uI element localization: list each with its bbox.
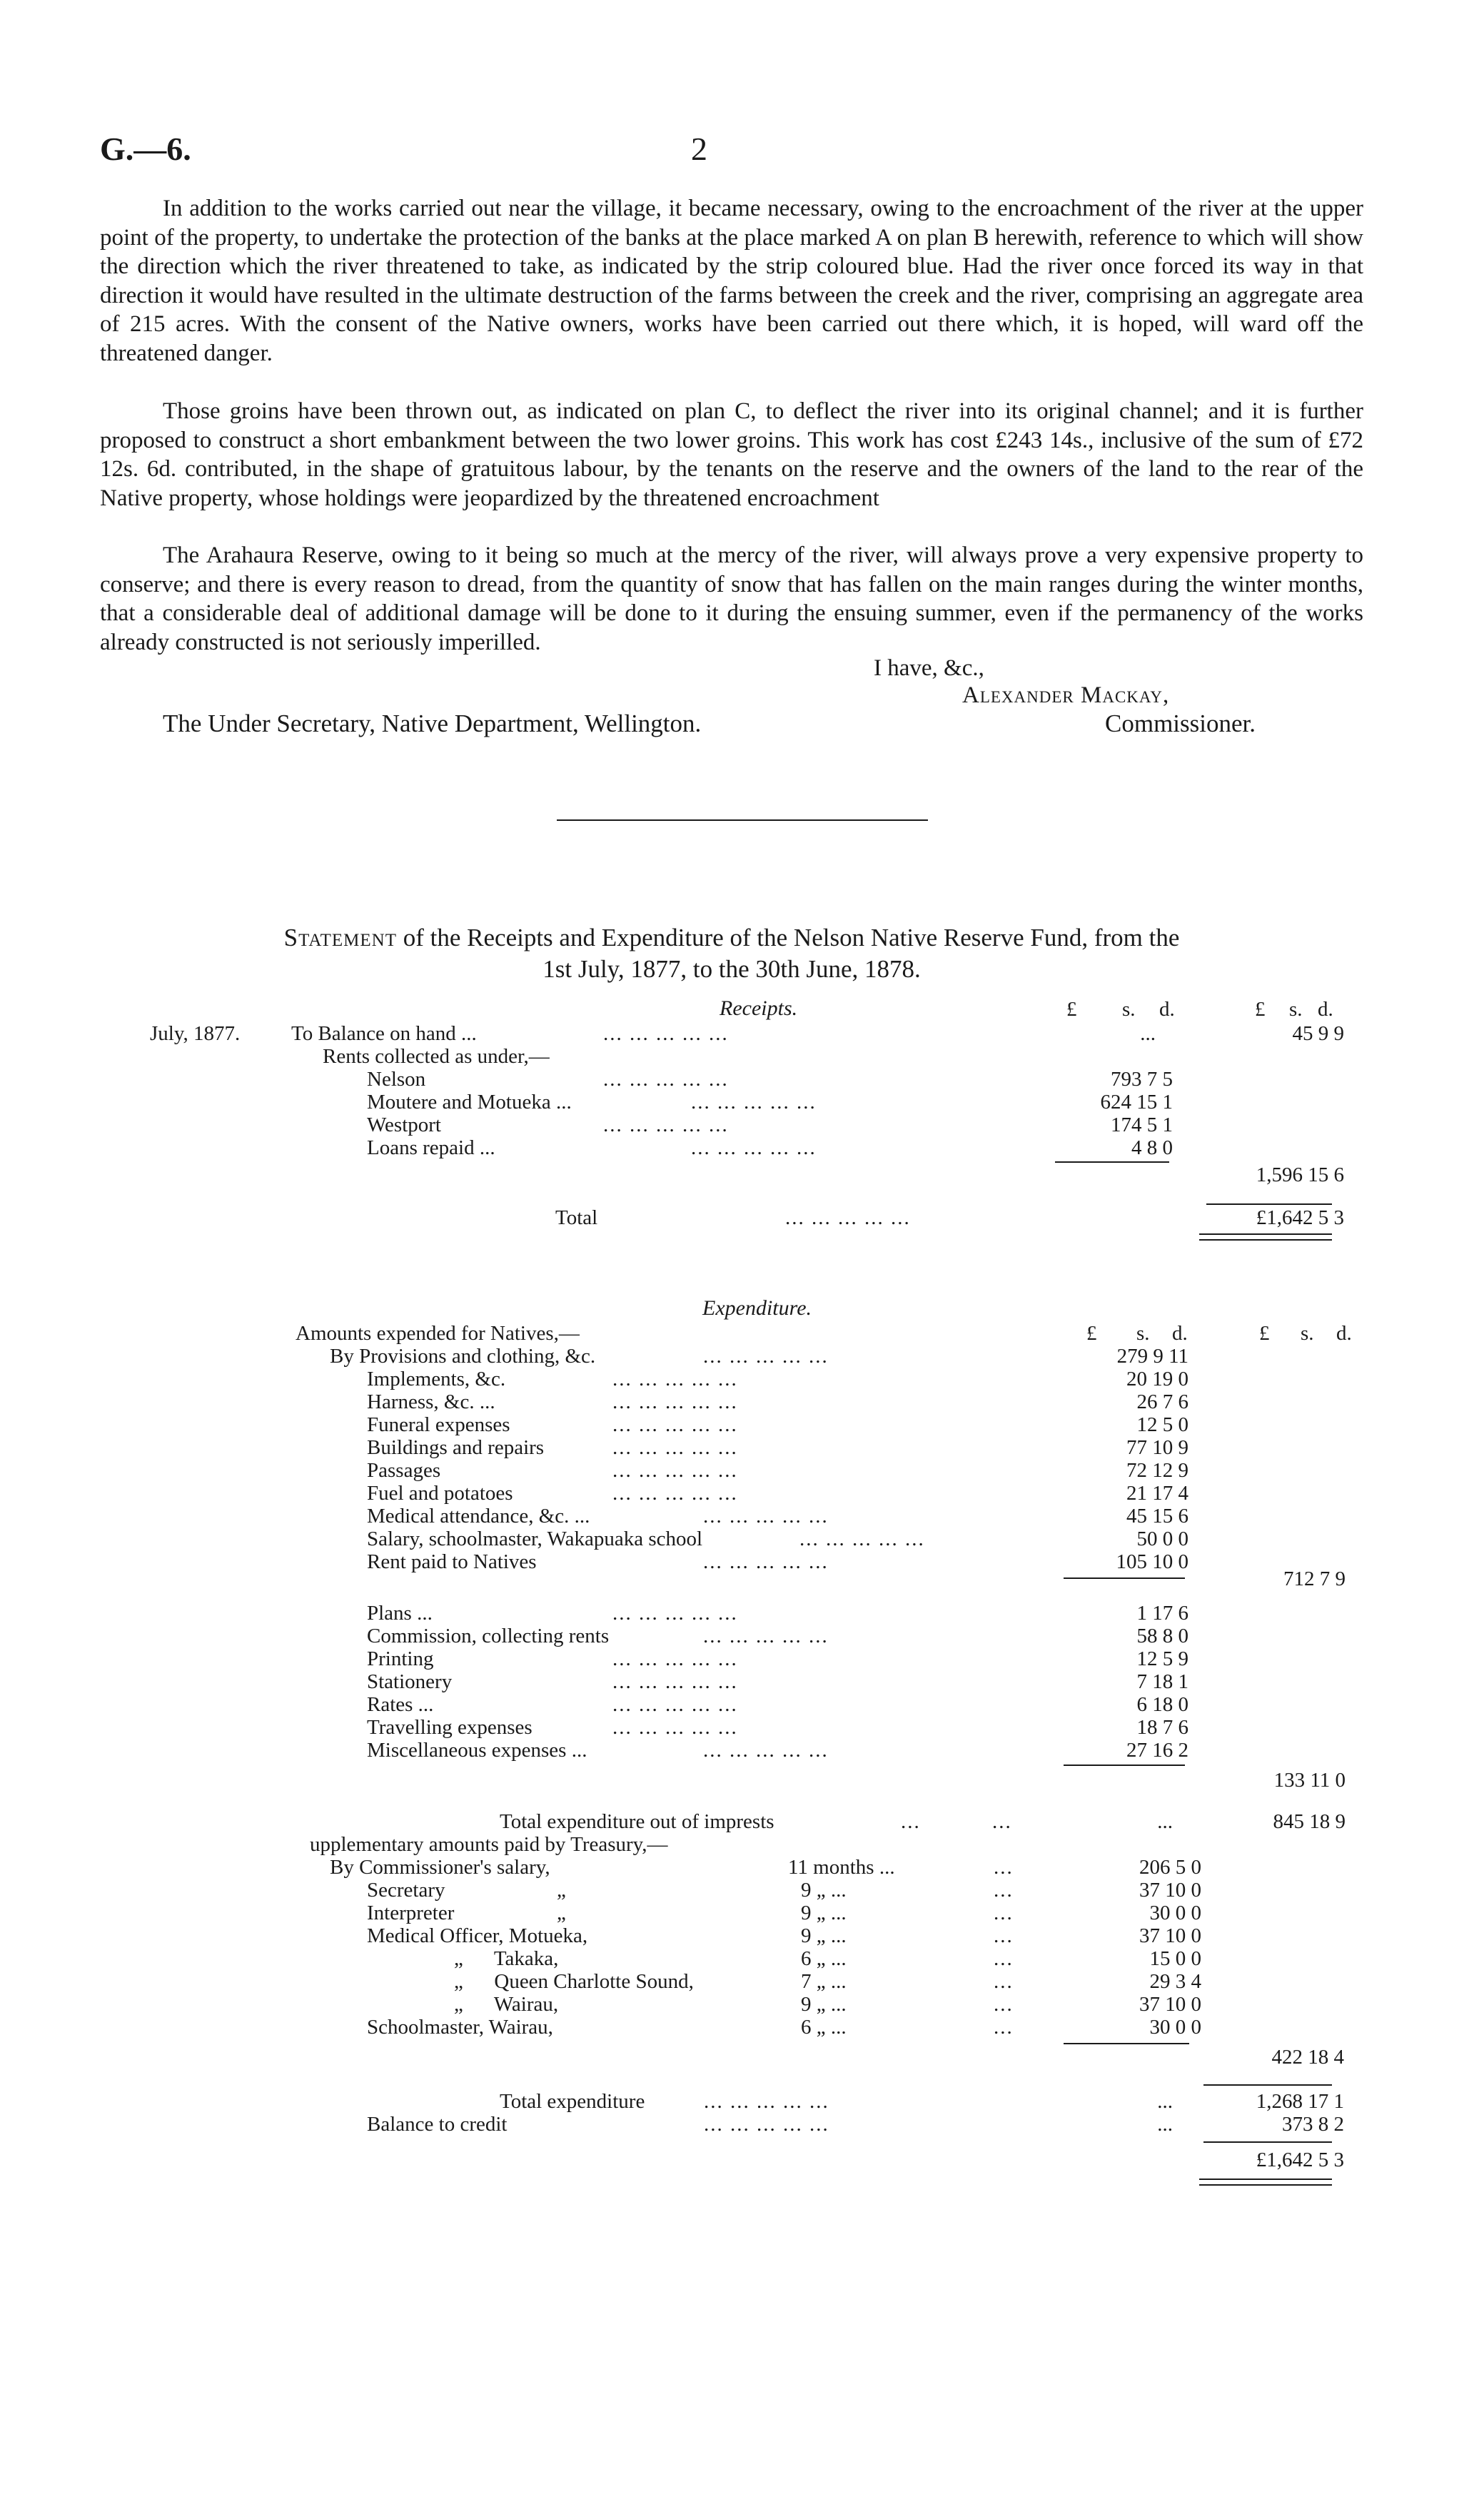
exp-row-c1: 72 12 9 xyxy=(1126,1459,1188,1482)
total-rule-top xyxy=(1206,1203,1332,1205)
exp-row-c1: 50 0 0 xyxy=(1136,1528,1188,1550)
leader-dots: ... ... ... ... ... xyxy=(612,1647,738,1670)
supp-row-period: 9 „ ... xyxy=(801,1902,847,1924)
col1-pound-header: £ xyxy=(1066,998,1077,1021)
exp-row-label: Implements, &c. xyxy=(367,1368,506,1390)
exp-col1-pound-header: £ xyxy=(1086,1322,1097,1345)
paragraph-3: The Arahaura Reserve, owing to it being so much at the mercy of the river, will always prove a very expensive property to conserve; and there is every reason to dread, from the quantity of snow that has fallen on the main ranges during the winter months, that a considerable deal of additional damage will be done to it during the ensuing summer, even if the permanency of the works already constructed is not seriously imperilled. xyxy=(100,542,1363,655)
exp-row-label: Salary, schoolmaster, Wakapuaka school xyxy=(367,1528,703,1550)
exp-row-label: Stationery xyxy=(367,1670,453,1693)
leader-dots: ... ... ... ... ... xyxy=(603,1022,729,1045)
subtotal-rule xyxy=(1064,1765,1185,1766)
grand-total-rule-double-1 xyxy=(1199,2179,1332,2180)
leader-dots: ... ... ... ... ... xyxy=(612,1693,738,1716)
exp-row-label: Printing xyxy=(367,1647,434,1670)
supp-row-label: „ Wairau, xyxy=(454,1993,559,2016)
supp-row-c1: 37 10 0 xyxy=(1139,1879,1201,1902)
leader-dots: ... ... ... ... ... xyxy=(612,1459,738,1482)
supp-row-period: 9 „ ... xyxy=(801,1879,847,1902)
col1-shilling-header: s. xyxy=(1122,998,1136,1021)
exp-row-label: Passages xyxy=(367,1459,441,1482)
leader-dots: ... ... ... ... ... xyxy=(704,2113,829,2136)
exp-row-c1: 7 18 1 xyxy=(1136,1670,1188,1693)
supp-row-label: Schoolmaster, Wairau, xyxy=(367,2016,553,2039)
receipts-total-label: Total xyxy=(555,1206,598,1229)
imprest-label: Total expenditure out of imprests xyxy=(500,1810,774,1833)
closing: I have, &c., xyxy=(874,655,984,681)
supp-row-period: 6 „ ... xyxy=(801,2016,847,2039)
exp-row-c1: 45 15 6 xyxy=(1126,1505,1188,1528)
total-exp-label: Total expenditure xyxy=(500,2090,645,2113)
exp-row-c1: 105 10 0 xyxy=(1116,1550,1188,1573)
leader-dots: ... ... ... ... ... xyxy=(612,1482,738,1505)
subtotal-rule xyxy=(1064,2043,1189,2044)
exp-group2-total: 133 11 0 xyxy=(1273,1769,1346,1792)
leader-dots: ... xyxy=(994,2016,1014,2039)
subtotal-rule xyxy=(1064,1577,1185,1579)
exp-row-label: Fuel and potatoes xyxy=(367,1482,513,1505)
addressee: The Under Secretary, Native Department, Wellington. xyxy=(163,710,702,737)
leader-dots: ... ... ... ... ... xyxy=(703,1739,829,1762)
leader-dots: ... ... ... ... ... xyxy=(612,1390,738,1413)
supp-row-c1: 37 10 0 xyxy=(1139,1993,1201,2016)
supp-row-c1: 29 3 4 xyxy=(1149,1970,1201,1993)
grand-total-rule-top xyxy=(1203,2141,1332,2143)
leader-dots: ... ... ... ... ... xyxy=(691,1136,817,1159)
expenditure-heading: Expenditure. xyxy=(702,1296,812,1320)
receipt-row-label: Loans repaid ... xyxy=(367,1136,495,1159)
exp-row-c1: 1 17 6 xyxy=(1136,1602,1188,1625)
exp-row-label: Rates ... xyxy=(367,1693,434,1716)
exp-row-c1: 58 8 0 xyxy=(1136,1625,1188,1647)
exp-row-c1: 20 19 0 xyxy=(1126,1368,1188,1390)
grand-total-rule-double-2 xyxy=(1199,2184,1332,2186)
statement-title-rest: of the Receipts and Expenditure of the Nelson Native Reserve Fund, from the xyxy=(397,924,1180,951)
statement-title xyxy=(100,922,1363,985)
leader-dots: ... xyxy=(994,1970,1014,1993)
supp-row-label: Secretary xyxy=(367,1879,445,1902)
supp-row-period: 9 „ ... xyxy=(801,1993,847,2016)
page-number: 2 xyxy=(691,131,707,167)
supp-row-c1: 15 0 0 xyxy=(1149,1947,1201,1970)
balance: 373 8 2 xyxy=(1282,2113,1344,2136)
exp-intro: Amounts expended for Natives,— xyxy=(296,1322,580,1345)
receipt-row-label: To Balance on hand ... xyxy=(291,1022,477,1045)
receipts-heading: Receipts. xyxy=(720,996,798,1020)
document-code: G.—6. xyxy=(100,131,191,167)
col2-pound-header: £ xyxy=(1255,998,1266,1021)
exp-row-c1: 21 17 4 xyxy=(1126,1482,1188,1505)
col2-shilling-header: s. xyxy=(1289,998,1303,1021)
exp-row-label: Travelling expenses xyxy=(367,1716,532,1739)
signature: Alexander Mackay, xyxy=(962,682,1170,708)
statement-title-lead: Statement xyxy=(283,924,397,951)
exp-row-label: Miscellaneous expenses ... xyxy=(367,1739,587,1762)
leader-dots: ... ... ... ... ... xyxy=(691,1091,817,1114)
supp-total: 422 18 4 xyxy=(1271,2046,1344,2069)
receipt-row-label: Nelson xyxy=(367,1068,426,1091)
exp-row-label: Funeral expenses xyxy=(367,1413,510,1436)
leader-dots: ... ... ... ... ... xyxy=(703,1625,829,1647)
exp-row-label: Medical attendance, &c. ... xyxy=(367,1505,590,1528)
paragraph-2: Those groins have been thrown out, as indicated on plan C, to deflect the river into its original channel; and it is further proposed to construct a short embankment between the two lower groins. This work has cost £243 14s., inclusive of the sum of £72 12s. 6d. contributed, in the shape of gratuitous labour, by the tenants on the reserve and the owners of the land to the rear of the Native property, whose holdings were jeopardized by the threatened encroachment xyxy=(100,398,1363,511)
section-divider xyxy=(557,819,928,821)
leader-dots: ... ... ... ... ... xyxy=(612,1436,738,1459)
balance-c1: ... xyxy=(1157,2113,1173,2136)
supp-row-c1: 30 0 0 xyxy=(1149,1902,1201,1924)
supp-row-period: 7 „ ... xyxy=(801,1970,847,1993)
leader-dots: ... xyxy=(992,1810,1012,1833)
supp-row-label: Medical Officer, Motueka, xyxy=(367,1924,588,1947)
receipt-row-c1: 793 7 5 xyxy=(1111,1068,1173,1091)
leader-dots: ... ... ... ... ... xyxy=(612,1602,738,1625)
supp-intro: upplementary amounts paid by Treasury,— xyxy=(310,1833,668,1856)
supp-row-label: „ Queen Charlotte Sound, xyxy=(454,1970,694,1993)
supp-row-period: 6 „ ... xyxy=(801,1947,847,1970)
statement-date: July, 1877. xyxy=(150,1022,241,1045)
leader-dots: ... ... ... ... ... xyxy=(603,1068,729,1091)
receipt-row-c1: 4 8 0 xyxy=(1131,1136,1173,1159)
leader-dots: ... xyxy=(994,1947,1014,1970)
exp-row-label: Buildings and repairs xyxy=(367,1436,545,1459)
receipts-total: £1,642 5 3 xyxy=(1256,1206,1344,1229)
supp-row-c1: 37 10 0 xyxy=(1139,1924,1201,1947)
leader-dots: ... ... ... ... ... xyxy=(703,1345,829,1368)
total-rule xyxy=(1203,2084,1332,2086)
exp-col2-pound-header: £ xyxy=(1259,1322,1270,1345)
leader-dots: ... ... ... ... ... xyxy=(603,1114,729,1136)
exp-row-c1: 12 5 0 xyxy=(1136,1413,1188,1436)
exp-col2-pence-header: d. xyxy=(1336,1322,1352,1345)
exp-row-c1: 18 7 6 xyxy=(1136,1716,1188,1739)
total-rule-double-1 xyxy=(1199,1233,1332,1235)
ditto-mark: „ xyxy=(557,1879,566,1902)
leader-dots: ... xyxy=(994,1856,1014,1879)
exp-group1-total: 712 7 9 xyxy=(1283,1567,1346,1590)
leader-dots: ... ... ... ... ... xyxy=(785,1206,911,1229)
leader-dots: ... xyxy=(901,1810,921,1833)
supp-row-period: 9 „ ... xyxy=(801,1924,847,1947)
leader-dots: ... ... ... ... ... xyxy=(704,2090,829,2113)
exp-col1-shilling-header: s. xyxy=(1136,1322,1150,1345)
receipt-row-label: Moutere and Motueka ... xyxy=(367,1091,572,1114)
leader-dots: ... ... ... ... ... xyxy=(612,1413,738,1436)
grand-total: £1,642 5 3 xyxy=(1256,2149,1344,2171)
exp-row-c1: 27 16 2 xyxy=(1126,1739,1188,1762)
total-rule-double-2 xyxy=(1199,1239,1332,1241)
leader-dots: ... ... ... ... ... xyxy=(703,1550,829,1573)
supp-row-label: Interpreter xyxy=(367,1902,455,1924)
exp-row-c1: 77 10 9 xyxy=(1126,1436,1188,1459)
supp-row-label: By Commissioner's salary, xyxy=(330,1856,550,1879)
supp-row-c1: 206 5 0 xyxy=(1139,1856,1201,1879)
exp-col1-pence-header: d. xyxy=(1172,1322,1188,1345)
leader-dots: ... ... ... ... ... xyxy=(612,1716,738,1739)
leader-dots: ... xyxy=(994,1879,1014,1902)
imprest-c1: ... xyxy=(1157,1810,1173,1833)
exp-row-c1: 12 5 9 xyxy=(1136,1647,1188,1670)
imprest-total: 845 18 9 xyxy=(1273,1810,1346,1833)
exp-row-c1: 26 7 6 xyxy=(1136,1390,1188,1413)
col2-pence-header: d. xyxy=(1318,998,1333,1021)
receipt-row-c1: 624 15 1 xyxy=(1100,1091,1173,1114)
total-exp: 1,268 17 1 xyxy=(1256,2090,1344,2113)
leader-dots: ... ... ... ... ... xyxy=(703,1505,829,1528)
supp-row-period: 11 months ... xyxy=(788,1856,895,1879)
statement-title-line2: 1st July, 1877, to the 30th June, 1878. xyxy=(542,955,921,983)
exp-row-label: Harness, &c. ... xyxy=(367,1390,495,1413)
leader-dots: ... ... ... ... ... xyxy=(799,1528,925,1550)
supp-row-label: „ Takaka, xyxy=(454,1947,559,1970)
exp-row-c1: 279 9 11 xyxy=(1116,1345,1188,1368)
ditto-mark: „ xyxy=(557,1902,566,1924)
exp-row-label: Rent paid to Natives xyxy=(367,1550,537,1573)
paragraph-1: In addition to the works carried out near the village, it became necessary, owing to the encroachment of the river at the upper point of the property, to undertake the protection of the banks at the place marked A on plan B herewith, reference to which will show the direction which the river threatened to take, as indicated by the strip coloured blue. Had the river once forced its way in that direction it would have resulted in the ultimate destruction of the farms between the creek and the river, comprising an aggregate area of 215 acres. With the consent of the Native owners, works have been carried out there which, it is hoped, will ward off the threatened danger. xyxy=(100,196,1363,366)
receipt-row-label: Westport xyxy=(367,1114,441,1136)
leader-dots: ... ... ... ... ... xyxy=(612,1368,738,1390)
exp-row-label: Plans ... xyxy=(367,1602,433,1625)
receipt-row-c1: ... xyxy=(1140,1022,1156,1045)
leader-dots: ... xyxy=(994,1924,1014,1947)
receipt-row-c2: 45 9 9 xyxy=(1292,1022,1344,1045)
receipt-row-label: Rents collected as under,— xyxy=(323,1045,550,1068)
receipts-subtotal: 1,596 15 6 xyxy=(1256,1163,1344,1186)
exp-row-label: Commission, collecting rents xyxy=(367,1625,610,1647)
subtotal-rule xyxy=(1055,1161,1169,1163)
leader-dots: ... xyxy=(994,1902,1014,1924)
col1-pence-header: d. xyxy=(1159,998,1175,1021)
exp-row-label: By Provisions and clothing, &c. xyxy=(330,1345,596,1368)
leader-dots: ... xyxy=(994,1993,1014,2016)
total-exp-c1: ... xyxy=(1157,2090,1173,2113)
receipt-row-c1: 174 5 1 xyxy=(1111,1114,1173,1136)
supp-row-c1: 30 0 0 xyxy=(1149,2016,1201,2039)
signature-title: Commissioner. xyxy=(1105,710,1256,737)
exp-col2-shilling-header: s. xyxy=(1301,1322,1314,1345)
exp-row-c1: 6 18 0 xyxy=(1136,1693,1188,1716)
leader-dots: ... ... ... ... ... xyxy=(612,1670,738,1693)
balance-label: Balance to credit xyxy=(367,2113,508,2136)
